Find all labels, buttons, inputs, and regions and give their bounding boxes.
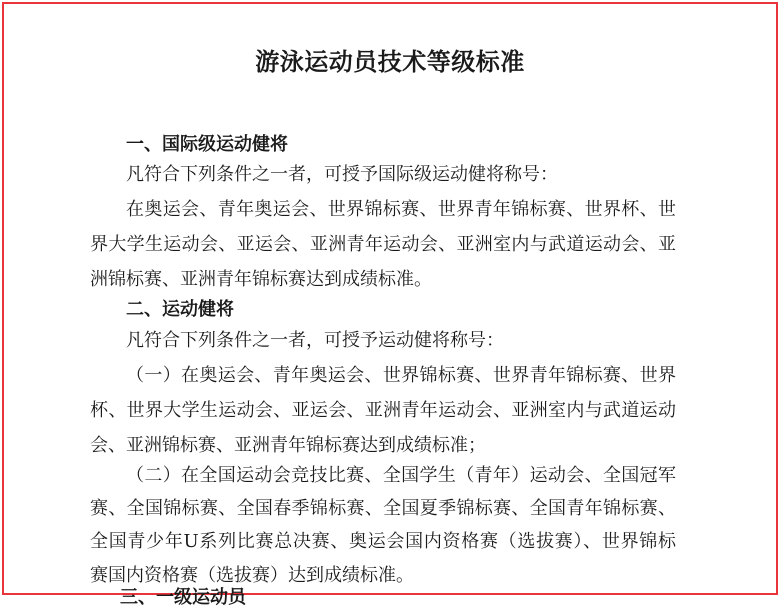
section-1-heading: 一、国际级运动健将	[126, 134, 288, 155]
section-1-paragraph-line: 洲锦标赛、亚洲青年锦标赛达到成绩标准。	[90, 269, 432, 290]
section-1-intro: 凡符合下列条件之一者，可授予国际级运动健将称号：	[126, 164, 558, 185]
section-1-paragraph-line: 界大学生运动会、亚运会、亚洲青年运动会、亚洲室内与武道运动会、亚	[90, 234, 676, 255]
section-1-paragraph-line: 在奥运会、青年奥运会、世界锦标赛、世界青年锦标赛、世界杯、世	[126, 199, 676, 220]
section-2-item-2-line: 赛、全国锦标赛、全国春季锦标赛、全国夏季锦标赛、全国青年锦标赛、	[90, 498, 676, 519]
section-2-item-1-line: 会、亚洲锦标赛、亚洲青年锦标赛达到成绩标准；	[90, 435, 486, 456]
section-2-intro: 凡符合下列条件之一者，可授予运动健将称号：	[126, 330, 504, 351]
section-2-item-2-line: 赛国内资格赛（选拔赛）达到成绩标准。	[90, 565, 414, 586]
document-title: 游泳运动员技术等级标准	[255, 47, 525, 76]
section-2-item-2-line: （二）在全国运动会竞技比赛、全国学生（青年）运动会、全国冠军	[126, 465, 676, 486]
section-2-item-1-line: 杯、世界大学生运动会、亚运会、亚洲青年运动会、亚洲室内与武道运动	[90, 400, 676, 421]
next-section-heading-cutoff	[120, 587, 260, 608]
section-2-item-2-line: 全国青少年U系列比赛总决赛、奥运会国内资格赛（选拔赛）、世界锦标	[90, 531, 676, 552]
section-2-heading: 二、运动健将	[126, 299, 234, 320]
section-2-item-1-line: （一）在奥运会、青年奥运会、世界锦标赛、世界青年锦标赛、世界	[126, 365, 676, 386]
next-section-heading: 三、一级运动员	[120, 587, 246, 608]
